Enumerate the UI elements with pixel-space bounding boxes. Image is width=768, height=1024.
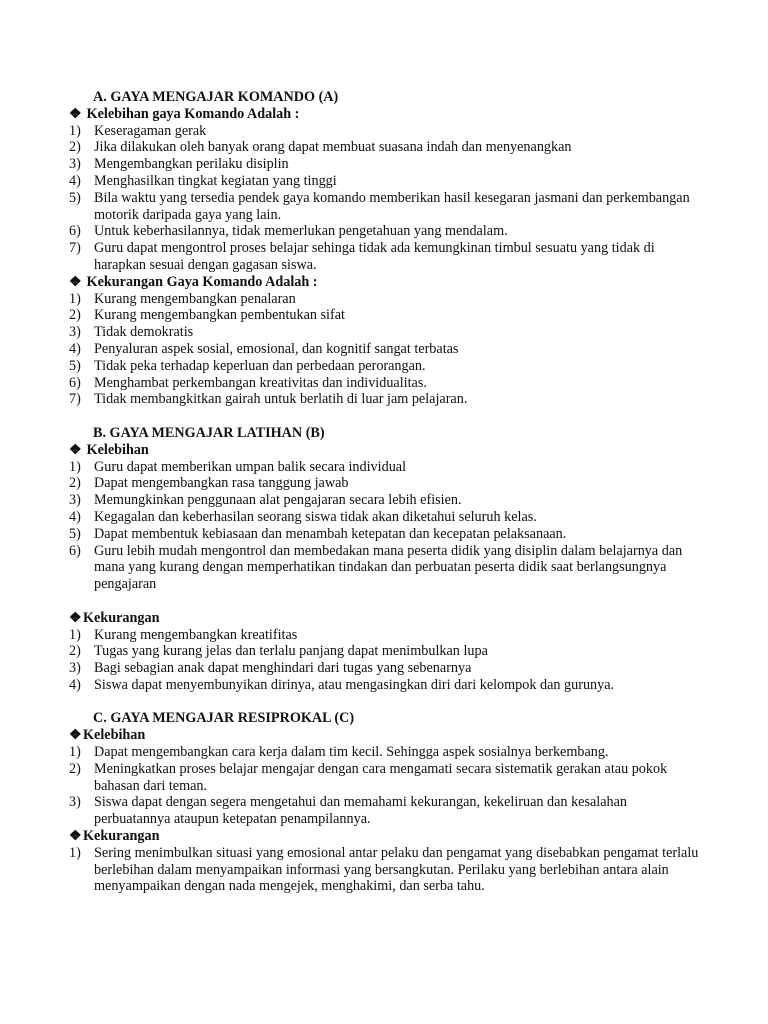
diamond-bullet-icon: ❖: [69, 105, 82, 122]
section-b-disadvantages-title: [69, 610, 699, 627]
subsection-title: Kelebihan: [86, 441, 149, 458]
item-text: Menghasilkan tingkat kegiatan yang tinggi: [94, 172, 337, 189]
section-a-heading: A. GAYA MENGAJAR KOMANDO (A): [93, 89, 339, 105]
list-item: [69, 744, 699, 761]
item-number: 2): [69, 307, 81, 324]
item-text: Tidak peka terhadap keperluan dan perbedaan perorangan.: [94, 357, 426, 374]
item-number: 1): [69, 744, 81, 761]
item-text: Meningkatkan proses belajar mengajar dengan cara mengamati secara sistematik gerakan atau pokok bahasan dari teman.: [94, 760, 668, 794]
item-text: Siswa dapat dengan segera mengetahui dan memahami kekurangan, kekeliruan dan kesalahan perbuatannya ataupun ketepatan penampilannya.: [94, 794, 628, 828]
list-item: [69, 223, 699, 240]
item-number: 4): [69, 340, 81, 357]
item-text: Tidak membangkitkan gairah untuk berlatih di luar jam pelajaran.: [94, 391, 468, 408]
item-text: Mengembangkan perilaku disiplin: [94, 156, 289, 173]
item-text: Memungkinkan penggunaan alat pengajaran secara lebih efisien.: [94, 492, 462, 509]
section-a-disadvantages-title: [69, 274, 699, 291]
list-item: [69, 509, 699, 526]
subsection-title: Kelebihan gaya Komando Adalah :: [86, 105, 300, 122]
item-number: 3): [69, 492, 81, 509]
section-a-advantages-title: [69, 106, 699, 123]
item-number: 5): [69, 189, 81, 206]
list-item: [69, 459, 699, 476]
list-item: [69, 324, 699, 341]
item-text: Sering menimbulkan situasi yang emosional antar pelaku dan pengamat yang disebabkan pengamat terlalu berlebihan dalam menyampaikan informasi yang bersangkutan. Perilaku yang berlebihan antara alain menyampaikan dengan nada mengejek, menghakimi, dan serba tahu.: [94, 844, 699, 895]
item-text: Siswa dapat menyembunyikan dirinya, atau mengasingkan diri dari kelompok dan gurunya.: [94, 676, 615, 693]
item-text: Guru dapat mengontrol proses belajar sehinga tidak ada kemungkinan timbul sesuatu yang tidak di harapkan sesuai dengan gagasan siswa.: [94, 240, 655, 273]
list-item: [69, 526, 699, 543]
item-text: Untuk keberhasilannya, tidak memerlukan pengetahuan yang mendalam.: [94, 223, 508, 240]
list-item: [69, 475, 699, 492]
list-item: [69, 627, 699, 644]
diamond-bullet-icon: ❖: [69, 828, 82, 845]
item-number: 4): [69, 676, 81, 693]
list-item: [69, 156, 699, 173]
list-item: [69, 240, 699, 274]
item-number: 6): [69, 223, 81, 240]
section-b-advantages-title: [69, 442, 699, 459]
diamond-bullet-icon: ❖: [69, 609, 82, 626]
item-number: 4): [69, 172, 81, 189]
list-item: [69, 391, 699, 408]
item-text: Dapat mengembangkan cara kerja dalam tim kecil. Sehingga aspek sosialnya berkembang.: [94, 744, 609, 761]
item-number: 2): [69, 760, 81, 777]
item-number: 7): [69, 240, 81, 257]
list-item: [69, 375, 699, 392]
item-number: 1): [69, 626, 81, 643]
item-number: 6): [69, 374, 81, 391]
list-item: [69, 190, 699, 224]
list-item: [69, 358, 699, 375]
item-number: 4): [69, 508, 81, 525]
item-number: 3): [69, 794, 81, 811]
subsection-title: Kekurangan: [83, 828, 160, 845]
spacer: [69, 408, 699, 425]
item-text: Kegagalan dan keberhasilan seorang siswa tidak akan diketahui seluruh kelas.: [94, 508, 537, 525]
item-text: Guru lebih mudah mengontrol dan membedakan mana peserta didik yang disiplin dalam belajarnya dan mana yang kurang dengan memperhatikan tindakan dan perbuatan peserta didik saat berlangsungnya pengajaran: [94, 542, 683, 593]
item-text: Guru dapat memberikan umpan balik secara individual: [94, 458, 407, 475]
list-item: [69, 173, 699, 190]
list-item: [69, 123, 699, 140]
item-text: Keseragaman gerak: [94, 122, 207, 139]
item-text: Tugas yang kurang jelas dan terlalu panjang dapat menimbulkan lupa: [94, 643, 488, 660]
item-number: 3): [69, 324, 81, 341]
diamond-bullet-icon: ❖: [69, 727, 82, 744]
subsection-title: Kekurangan Gaya Komando Adalah :: [86, 273, 318, 290]
item-number: 1): [69, 458, 81, 475]
item-text: Kurang mengembangkan kreatifitas: [94, 626, 298, 643]
section-c-disadvantages-title: [69, 828, 699, 845]
item-text: Kurang mengembangkan pembentukan sifat: [94, 307, 345, 324]
spacer: [69, 593, 699, 610]
list-item: [69, 543, 699, 593]
item-number: 5): [69, 525, 81, 542]
section-c-heading: C. GAYA MENGAJAR RESIPROKAL (C): [93, 710, 355, 727]
document-body: [69, 89, 699, 895]
diamond-bullet-icon: ❖: [69, 441, 82, 458]
list-item: [69, 761, 699, 795]
list-item: [69, 643, 699, 660]
subsection-title: Kekurangan: [83, 609, 160, 626]
item-text: Menghambat perkembangan kreativitas dan individualitas.: [94, 374, 427, 391]
list-item: [69, 794, 699, 828]
section-c-advantages-title: [69, 727, 699, 744]
list-item: [69, 677, 699, 694]
list-item: [69, 660, 699, 677]
item-number: 2): [69, 643, 81, 660]
item-number: 5): [69, 357, 81, 374]
item-text: Bila waktu yang tersedia pendek gaya komando memberikan hasil kesegaran jasmani dan perkembangan motorik daripada gaya yang lain.: [94, 189, 690, 223]
item-number: 3): [69, 660, 81, 677]
list-item: [69, 291, 699, 308]
item-text: Dapat membentuk kebiasaan dan menambah ketepatan dan kecepatan pelaksanaan.: [94, 525, 567, 542]
spacer: [69, 694, 699, 711]
list-item: [69, 492, 699, 509]
subsection-title: Kelebihan: [83, 727, 146, 744]
item-number: 3): [69, 156, 81, 173]
list-item: [69, 307, 699, 324]
item-text: Penyaluran aspek sosial, emosional, dan kognitif sangat terbatas: [94, 340, 459, 357]
list-item: [69, 341, 699, 358]
item-number: 7): [69, 391, 81, 408]
section-b-heading: B. GAYA MENGAJAR LATIHAN (B): [93, 424, 325, 441]
item-number: 1): [69, 290, 81, 307]
item-number: 1): [69, 844, 81, 861]
item-number: 2): [69, 475, 81, 492]
item-number: 2): [69, 139, 81, 156]
item-number: 1): [69, 122, 81, 139]
item-text: Kurang mengembangkan penalaran: [94, 290, 296, 307]
diamond-bullet-icon: ❖: [69, 273, 82, 290]
item-text: Jika dilakukan oleh banyak orang dapat membuat suasana indah dan menyenangkan: [94, 139, 572, 156]
item-text: Tidak demokratis: [94, 324, 194, 341]
item-text: Dapat mengembangkan rasa tanggung jawab: [94, 475, 349, 492]
item-number: 6): [69, 542, 81, 559]
list-item: [69, 845, 699, 895]
item-text: Bagi sebagian anak dapat menghindari dari tugas yang sebenarnya: [94, 660, 472, 677]
list-item: [69, 139, 699, 156]
